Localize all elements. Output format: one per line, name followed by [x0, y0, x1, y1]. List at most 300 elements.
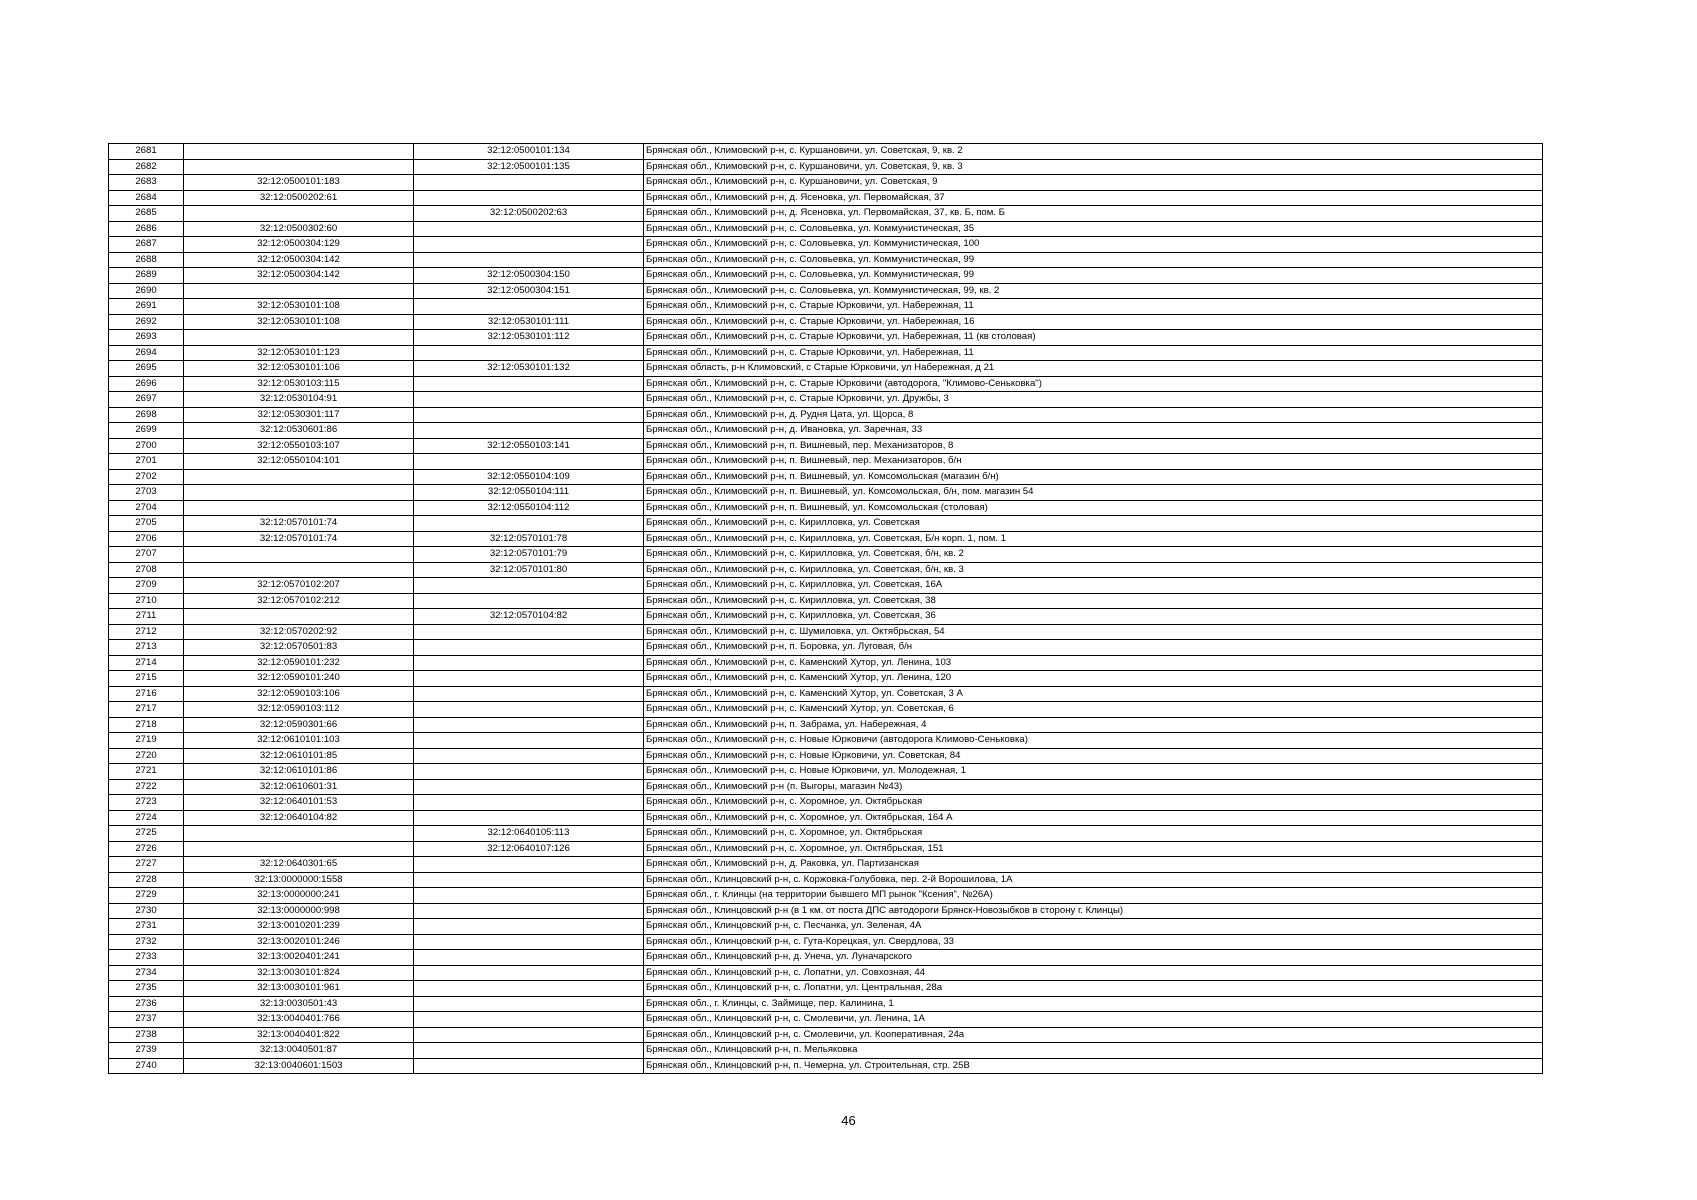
table-row — [109, 407, 1543, 423]
address-cell: Брянская обл., Клинцовский р-н, п. Чемерна, ул. Строительная, стр. 25В — [644, 1058, 1543, 1074]
row-number-cell: 2686 — [109, 221, 184, 237]
address-cell: Брянская обл., Климовский р-н, с. Соловьевка, ул. Коммунистическая, 99 — [644, 252, 1543, 268]
address-cell: Брянская обл., г. Клинцы, с. Займище, пер. Калинина, 1 — [644, 996, 1543, 1012]
parcel-number-cell: 32:12:0610601:31 — [184, 779, 414, 795]
address-cell: Брянская обл., Климовский р-н, д. Раковка, ул. Партизанская — [644, 857, 1543, 873]
row-number-cell: 2731 — [109, 919, 184, 935]
building-number-cell — [414, 934, 644, 950]
building-number-cell: 32:12:0500101:135 — [414, 159, 644, 175]
building-number-cell: 32:12:0500101:134 — [414, 144, 644, 160]
table-row — [109, 578, 1543, 594]
row-number-cell: 2697 — [109, 392, 184, 408]
parcel-number-cell: 32:13:0030501:43 — [184, 996, 414, 1012]
row-number-cell: 2725 — [109, 826, 184, 842]
row-number-cell: 2733 — [109, 950, 184, 966]
parcel-number-cell: 32:12:0530101:123 — [184, 345, 414, 361]
building-number-cell: 32:12:0550104:111 — [414, 485, 644, 501]
parcel-number-cell: 32:12:0500202:61 — [184, 190, 414, 206]
table-row — [109, 516, 1543, 532]
building-number-cell — [414, 252, 644, 268]
building-number-cell: 32:12:0550104:112 — [414, 500, 644, 516]
row-number-cell: 2724 — [109, 810, 184, 826]
table-row — [109, 299, 1543, 315]
parcel-number-cell — [184, 841, 414, 857]
building-number-cell — [414, 454, 644, 470]
table-row — [109, 686, 1543, 702]
parcel-number-cell: 32:13:0020401:241 — [184, 950, 414, 966]
address-cell: Брянская обл., Климовский р-н, с. Каменский Хутор, ул. Советская, 6 — [644, 702, 1543, 718]
table-row — [109, 795, 1543, 811]
building-number-cell — [414, 1043, 644, 1059]
row-number-cell: 2723 — [109, 795, 184, 811]
address-cell: Брянская обл., Клинцовский р-н, с. Коржовка-Голубовка, пер. 2-й Ворошилова, 1А — [644, 872, 1543, 888]
building-number-cell — [414, 919, 644, 935]
parcel-number-cell — [184, 500, 414, 516]
parcel-number-cell — [184, 826, 414, 842]
address-cell: Брянская обл., Климовский р-н, с. Шумиловка, ул. Октябрьская, 54 — [644, 624, 1543, 640]
building-number-cell — [414, 221, 644, 237]
table-row — [109, 810, 1543, 826]
address-cell: Брянская обл., Клинцовский р-н, п. Мельяковка — [644, 1043, 1543, 1059]
table-row — [109, 1043, 1543, 1059]
address-cell: Брянская обл., Климовский р-н, п. Вишневый, пер. Механизаторов, 8 — [644, 438, 1543, 454]
address-cell: Брянская обл., Климовский р-н, с. Старые Юрковичи, ул. Набережная, 11 (кв столовая) — [644, 330, 1543, 346]
building-number-cell: 32:12:0500304:150 — [414, 268, 644, 284]
parcel-number-cell: 32:12:0570101:74 — [184, 531, 414, 547]
parcel-number-cell — [184, 330, 414, 346]
building-number-cell — [414, 903, 644, 919]
row-number-cell: 2713 — [109, 640, 184, 656]
building-number-cell — [414, 516, 644, 532]
address-cell: Брянская обл., Климовский р-н, с. Соловьевка, ул. Коммунистическая, 35 — [644, 221, 1543, 237]
row-number-cell: 2720 — [109, 748, 184, 764]
building-number-cell — [414, 950, 644, 966]
table-row — [109, 190, 1543, 206]
address-cell: Брянская обл., Климовский р-н, с. Старые Юрковичи, ул. Набережная, 16 — [644, 314, 1543, 330]
address-cell: Брянская область, р-н Климовский, с Старые Юрковичи, ул Набережная, д 21 — [644, 361, 1543, 377]
row-number-cell: 2710 — [109, 593, 184, 609]
parcel-number-cell: 32:12:0640104:82 — [184, 810, 414, 826]
row-number-cell: 2738 — [109, 1027, 184, 1043]
address-cell: Брянская обл., Климовский р-н, д. Рудня Цата, ул. Щорса, 8 — [644, 407, 1543, 423]
building-number-cell: 32:12:0570101:78 — [414, 531, 644, 547]
building-number-cell — [414, 717, 644, 733]
table-row — [109, 531, 1543, 547]
row-number-cell: 2712 — [109, 624, 184, 640]
building-number-cell: 32:12:0570104:82 — [414, 609, 644, 625]
registry-table-body — [109, 144, 1543, 1074]
building-number-cell: 32:12:0500202:63 — [414, 206, 644, 222]
table-row — [109, 314, 1543, 330]
table-row — [109, 547, 1543, 563]
parcel-number-cell: 32:13:0030101:961 — [184, 981, 414, 997]
building-number-cell — [414, 733, 644, 749]
table-row — [109, 640, 1543, 656]
parcel-number-cell: 32:12:0570501:83 — [184, 640, 414, 656]
parcel-number-cell: 32:12:0500101:183 — [184, 175, 414, 191]
building-number-cell: 32:12:0570101:79 — [414, 547, 644, 563]
address-cell: Брянская обл., Климовский р-н, с. Соловьевка, ул. Коммунистическая, 100 — [644, 237, 1543, 253]
address-cell: Брянская обл., Клинцовский р-н, д. Унеча, ул. Луначарского — [644, 950, 1543, 966]
address-cell: Брянская обл., Климовский р-н, с. Соловьевка, ул. Коммунистическая, 99, кв. 2 — [644, 283, 1543, 299]
building-number-cell — [414, 1027, 644, 1043]
parcel-number-cell: 32:12:0590301:66 — [184, 717, 414, 733]
row-number-cell: 2683 — [109, 175, 184, 191]
building-number-cell — [414, 996, 644, 1012]
table-row — [109, 485, 1543, 501]
parcel-number-cell: 32:12:0500302:60 — [184, 221, 414, 237]
parcel-number-cell: 32:12:0610101:86 — [184, 764, 414, 780]
address-cell: Брянская обл., Клинцовский р-н, с. Гута-Корецкая, ул. Свердлова, 33 — [644, 934, 1543, 950]
building-number-cell — [414, 810, 644, 826]
building-number-cell — [414, 1012, 644, 1028]
row-number-cell: 2730 — [109, 903, 184, 919]
address-cell: Брянская обл., Климовский р-н (п. Выгоры, магазин №43) — [644, 779, 1543, 795]
row-number-cell: 2737 — [109, 1012, 184, 1028]
building-number-cell — [414, 175, 644, 191]
row-number-cell: 2709 — [109, 578, 184, 594]
row-number-cell: 2739 — [109, 1043, 184, 1059]
address-cell: Брянская обл., Климовский р-н, с. Хоромное, ул. Октябрьская, 151 — [644, 841, 1543, 857]
parcel-number-cell: 32:13:0030101:824 — [184, 965, 414, 981]
parcel-number-cell: 32:12:0640301:65 — [184, 857, 414, 873]
building-number-cell — [414, 671, 644, 687]
row-number-cell: 2721 — [109, 764, 184, 780]
address-cell: Брянская обл., Климовский р-н, с. Кирилловка, ул. Советская — [644, 516, 1543, 532]
table-row — [109, 872, 1543, 888]
table-row — [109, 1012, 1543, 1028]
address-cell: Брянская обл., Климовский р-н, с. Кирилловка, ул. Советская, 16А — [644, 578, 1543, 594]
row-number-cell: 2701 — [109, 454, 184, 470]
row-number-cell: 2694 — [109, 345, 184, 361]
row-number-cell: 2688 — [109, 252, 184, 268]
table-row — [109, 206, 1543, 222]
table-row — [109, 733, 1543, 749]
address-cell: Брянская обл., Климовский р-н, д. Ясеновка, ул. Первомайская, 37, кв. Б, пом. Б — [644, 206, 1543, 222]
table-row — [109, 345, 1543, 361]
row-number-cell: 2706 — [109, 531, 184, 547]
building-number-cell: 32:12:0640107:126 — [414, 841, 644, 857]
parcel-number-cell: 32:12:0550104:101 — [184, 454, 414, 470]
table-row — [109, 717, 1543, 733]
table-row — [109, 624, 1543, 640]
parcel-number-cell: 32:12:0610101:103 — [184, 733, 414, 749]
address-cell: Брянская обл., Климовский р-н, с. Старые Юрковичи, ул. Набережная, 11 — [644, 299, 1543, 315]
building-number-cell — [414, 407, 644, 423]
table-row — [109, 221, 1543, 237]
building-number-cell: 32:12:0570101:80 — [414, 562, 644, 578]
building-number-cell — [414, 376, 644, 392]
table-row — [109, 423, 1543, 439]
parcel-number-cell: 32:12:0530101:108 — [184, 314, 414, 330]
parcel-number-cell: 32:12:0500304:129 — [184, 237, 414, 253]
address-cell: Брянская обл., Клинцовский р-н, с. Лопатни, ул. Центральная, 28а — [644, 981, 1543, 997]
address-cell: Брянская обл., Климовский р-н, с. Новые Юрковичи, ул. Советская, 84 — [644, 748, 1543, 764]
table-row — [109, 361, 1543, 377]
building-number-cell: 32:12:0550104:109 — [414, 469, 644, 485]
table-row — [109, 965, 1543, 981]
registry-table — [108, 143, 1543, 1074]
building-number-cell — [414, 702, 644, 718]
parcel-number-cell: 32:12:0570102:212 — [184, 593, 414, 609]
parcel-number-cell: 32:12:0590103:106 — [184, 686, 414, 702]
parcel-number-cell: 32:13:0000000:241 — [184, 888, 414, 904]
building-number-cell — [414, 1058, 644, 1074]
row-number-cell: 2690 — [109, 283, 184, 299]
row-number-cell: 2708 — [109, 562, 184, 578]
building-number-cell — [414, 640, 644, 656]
table-row — [109, 857, 1543, 873]
row-number-cell: 2689 — [109, 268, 184, 284]
address-cell: Брянская обл., Климовский р-н, с. Каменский Хутор, ул. Ленина, 120 — [644, 671, 1543, 687]
parcel-number-cell: 32:13:0010201:239 — [184, 919, 414, 935]
row-number-cell: 2695 — [109, 361, 184, 377]
table-row — [109, 1058, 1543, 1074]
parcel-number-cell: 32:12:0530101:108 — [184, 299, 414, 315]
address-cell: Брянская обл., Климовский р-н, д. Ясеновка, ул. Первомайская, 37 — [644, 190, 1543, 206]
row-number-cell: 2719 — [109, 733, 184, 749]
table-row — [109, 454, 1543, 470]
parcel-number-cell — [184, 547, 414, 563]
table-row — [109, 593, 1543, 609]
table-row — [109, 903, 1543, 919]
building-number-cell — [414, 764, 644, 780]
address-cell: Брянская обл., Климовский р-н, с. Старые Юрковичи, ул. Дружбы, 3 — [644, 392, 1543, 408]
row-number-cell: 2711 — [109, 609, 184, 625]
building-number-cell — [414, 686, 644, 702]
building-number-cell — [414, 423, 644, 439]
parcel-number-cell: 32:12:0550103:107 — [184, 438, 414, 454]
row-number-cell: 2716 — [109, 686, 184, 702]
address-cell: Брянская обл., Климовский р-н, п. Вишневый, пер. Механизаторов, б/н — [644, 454, 1543, 470]
table-row — [109, 919, 1543, 935]
parcel-number-cell: 32:12:0610101:85 — [184, 748, 414, 764]
row-number-cell: 2714 — [109, 655, 184, 671]
building-number-cell — [414, 965, 644, 981]
row-number-cell: 2687 — [109, 237, 184, 253]
address-cell: Брянская обл., Клинцовский р-н, с. Смолевичи, ул. Ленина, 1А — [644, 1012, 1543, 1028]
table-row — [109, 237, 1543, 253]
table-row — [109, 500, 1543, 516]
parcel-number-cell: 32:12:0530104:91 — [184, 392, 414, 408]
address-cell: Брянская обл., Климовский р-н, с. Новые Юрковичи (автодорога Климово-Сеньковка) — [644, 733, 1543, 749]
row-number-cell: 2735 — [109, 981, 184, 997]
table-row — [109, 764, 1543, 780]
building-number-cell — [414, 888, 644, 904]
page-number: 46 — [841, 1113, 856, 1128]
table-row — [109, 376, 1543, 392]
parcel-number-cell: 32:13:0040601:1503 — [184, 1058, 414, 1074]
parcel-number-cell: 32:12:0590101:232 — [184, 655, 414, 671]
table-row — [109, 702, 1543, 718]
row-number-cell: 2692 — [109, 314, 184, 330]
row-number-cell: 2702 — [109, 469, 184, 485]
parcel-number-cell: 32:12:0570102:207 — [184, 578, 414, 594]
building-number-cell: 32:12:0530101:112 — [414, 330, 644, 346]
building-number-cell — [414, 345, 644, 361]
row-number-cell: 2691 — [109, 299, 184, 315]
parcel-number-cell — [184, 206, 414, 222]
row-number-cell: 2685 — [109, 206, 184, 222]
building-number-cell — [414, 872, 644, 888]
building-number-cell — [414, 392, 644, 408]
address-cell: Брянская обл., Клинцовский р-н, с. Лопатни, ул. Совхозная, 44 — [644, 965, 1543, 981]
parcel-number-cell: 32:12:0500304:142 — [184, 268, 414, 284]
address-cell: Брянская обл., Климовский р-н, с. Новые Юрковичи, ул. Молодежная, 1 — [644, 764, 1543, 780]
row-number-cell: 2736 — [109, 996, 184, 1012]
row-number-cell: 2729 — [109, 888, 184, 904]
address-cell: Брянская обл., Климовский р-н, с. Каменский Хутор, ул. Ленина, 103 — [644, 655, 1543, 671]
table-row — [109, 283, 1543, 299]
table-row — [109, 841, 1543, 857]
building-number-cell — [414, 237, 644, 253]
row-number-cell: 2699 — [109, 423, 184, 439]
building-number-cell — [414, 748, 644, 764]
row-number-cell: 2740 — [109, 1058, 184, 1074]
row-number-cell: 2704 — [109, 500, 184, 516]
parcel-number-cell: 32:12:0570202:92 — [184, 624, 414, 640]
building-number-cell — [414, 578, 644, 594]
parcel-number-cell: 32:13:0040401:822 — [184, 1027, 414, 1043]
address-cell: Брянская обл., Климовский р-н, п. Боровка, ул. Луговая, б/н — [644, 640, 1543, 656]
table-row — [109, 392, 1543, 408]
building-number-cell: 32:12:0500304:151 — [414, 283, 644, 299]
address-cell: Брянская обл., Климовский р-н, с. Кирилловка, ул. Советская, 36 — [644, 609, 1543, 625]
table-row — [109, 950, 1543, 966]
parcel-number-cell: 32:12:0590103:112 — [184, 702, 414, 718]
address-cell: Брянская обл., Климовский р-н, с. Кирилловка, ул. Советская, б/н, кв. 3 — [644, 562, 1543, 578]
table-row — [109, 562, 1543, 578]
parcel-number-cell — [184, 562, 414, 578]
row-number-cell: 2734 — [109, 965, 184, 981]
address-cell: Брянская обл., Климовский р-н, п. Вишневый, ул. Комсомольская (магазин б/н) — [644, 469, 1543, 485]
address-cell: Брянская обл., Климовский р-н, с. Старые Юрковичи (автодорога, "Климово-Сеньковка") — [644, 376, 1543, 392]
parcel-number-cell: 32:12:0530601:86 — [184, 423, 414, 439]
address-cell: Брянская обл., Климовский р-н, с. Кирилловка, ул. Советская, 38 — [644, 593, 1543, 609]
row-number-cell: 2703 — [109, 485, 184, 501]
address-cell: Брянская обл., Климовский р-н, с. Куршановичи, ул. Советская, 9 — [644, 175, 1543, 191]
parcel-number-cell: 32:13:0040501:87 — [184, 1043, 414, 1059]
address-cell: Брянская обл., Климовский р-н, д. Ивановка, ул. Заречная, 33 — [644, 423, 1543, 439]
parcel-number-cell — [184, 609, 414, 625]
address-cell: Брянская обл., Климовский р-н, с. Куршановичи, ул. Советская, 9, кв. 3 — [644, 159, 1543, 175]
building-number-cell — [414, 593, 644, 609]
parcel-number-cell: 32:13:0000000:1558 — [184, 872, 414, 888]
table-row — [109, 655, 1543, 671]
building-number-cell — [414, 624, 644, 640]
address-cell: Брянская обл., Климовский р-н, п. Вишневый, ул. Комсомольская, б/н, пом. магазин 54 — [644, 485, 1543, 501]
address-cell: Брянская обл., Клинцовский р-н, с. Песчанка, ул. Зеленая, 4А — [644, 919, 1543, 935]
address-cell: Брянская обл., г. Клинцы (на территории бывшего МП рынок "Ксения", №26А) — [644, 888, 1543, 904]
table-row — [109, 934, 1543, 950]
table-row — [109, 671, 1543, 687]
parcel-number-cell — [184, 469, 414, 485]
parcel-number-cell: 32:12:0530101:106 — [184, 361, 414, 377]
building-number-cell — [414, 981, 644, 997]
parcel-number-cell: 32:12:0530103:115 — [184, 376, 414, 392]
address-cell: Брянская обл., Климовский р-н, с. Хоромное, ул. Октябрьская — [644, 826, 1543, 842]
building-number-cell — [414, 299, 644, 315]
row-number-cell: 2682 — [109, 159, 184, 175]
parcel-number-cell: 32:12:0640101:53 — [184, 795, 414, 811]
table-row — [109, 144, 1543, 160]
address-cell: Брянская обл., Климовский р-н, с. Старые Юрковичи, ул. Набережная, 11 — [644, 345, 1543, 361]
row-number-cell: 2732 — [109, 934, 184, 950]
table-row — [109, 981, 1543, 997]
row-number-cell: 2718 — [109, 717, 184, 733]
building-number-cell — [414, 655, 644, 671]
table-row — [109, 268, 1543, 284]
address-cell: Брянская обл., Климовский р-н, с. Хоромное, ул. Октябрьская, 164 А — [644, 810, 1543, 826]
building-number-cell: 32:12:0640105:113 — [414, 826, 644, 842]
address-cell: Брянская обл., Климовский р-н, п. Вишневый, ул. Комсомольская (столовая) — [644, 500, 1543, 516]
row-number-cell: 2693 — [109, 330, 184, 346]
table-row — [109, 779, 1543, 795]
building-number-cell — [414, 190, 644, 206]
row-number-cell: 2728 — [109, 872, 184, 888]
table-row — [109, 609, 1543, 625]
row-number-cell: 2696 — [109, 376, 184, 392]
parcel-number-cell — [184, 485, 414, 501]
parcel-number-cell: 32:13:0040401:766 — [184, 1012, 414, 1028]
row-number-cell: 2681 — [109, 144, 184, 160]
table-row — [109, 252, 1543, 268]
parcel-number-cell: 32:13:0020101:246 — [184, 934, 414, 950]
row-number-cell: 2707 — [109, 547, 184, 563]
table-row — [109, 175, 1543, 191]
row-number-cell: 2727 — [109, 857, 184, 873]
table-row — [109, 438, 1543, 454]
address-cell: Брянская обл., Климовский р-н, с. Хоромное, ул. Октябрьская — [644, 795, 1543, 811]
row-number-cell: 2684 — [109, 190, 184, 206]
parcel-number-cell: 32:12:0570101:74 — [184, 516, 414, 532]
building-number-cell — [414, 779, 644, 795]
row-number-cell: 2698 — [109, 407, 184, 423]
address-cell: Брянская обл., Клинцовский р-н, с. Смолевичи, ул. Кооперативная, 24а — [644, 1027, 1543, 1043]
building-number-cell: 32:12:0530101:111 — [414, 314, 644, 330]
parcel-number-cell: 32:12:0500304:142 — [184, 252, 414, 268]
row-number-cell: 2700 — [109, 438, 184, 454]
row-number-cell: 2715 — [109, 671, 184, 687]
table-row — [109, 330, 1543, 346]
parcel-number-cell — [184, 144, 414, 160]
building-number-cell — [414, 857, 644, 873]
building-number-cell: 32:12:0550103:141 — [414, 438, 644, 454]
address-cell: Брянская обл., Климовский р-н, с. Куршановичи, ул. Советская, 9, кв. 2 — [644, 144, 1543, 160]
table-row — [109, 159, 1543, 175]
parcel-number-cell — [184, 283, 414, 299]
building-number-cell — [414, 795, 644, 811]
address-cell: Брянская обл., Клинцовский р-н (в 1 км. от поста ДПС автодороги Брянск-Новозыбков в сторону г. Клинцы) — [644, 903, 1543, 919]
parcel-number-cell: 32:12:0590101:240 — [184, 671, 414, 687]
parcel-number-cell: 32:13:0000000:998 — [184, 903, 414, 919]
parcel-number-cell: 32:12:0530301:117 — [184, 407, 414, 423]
table-row — [109, 748, 1543, 764]
address-cell: Брянская обл., Климовский р-н, с. Кирилловка, ул. Советская, б/н, кв. 2 — [644, 547, 1543, 563]
row-number-cell: 2705 — [109, 516, 184, 532]
table-row — [109, 996, 1543, 1012]
building-number-cell: 32:12:0530101:132 — [414, 361, 644, 377]
table-row — [109, 469, 1543, 485]
row-number-cell: 2722 — [109, 779, 184, 795]
table-row — [109, 826, 1543, 842]
address-cell: Брянская обл., Климовский р-н, с. Кирилловка, ул. Советская, Б/н корп. 1, пом. 1 — [644, 531, 1543, 547]
table-row — [109, 888, 1543, 904]
address-cell: Брянская обл., Климовский р-н, с. Каменский Хутор, ул. Советская, 3 А — [644, 686, 1543, 702]
row-number-cell: 2726 — [109, 841, 184, 857]
row-number-cell: 2717 — [109, 702, 184, 718]
address-cell: Брянская обл., Климовский р-н, п. Забрама, ул. Набережная, 4 — [644, 717, 1543, 733]
